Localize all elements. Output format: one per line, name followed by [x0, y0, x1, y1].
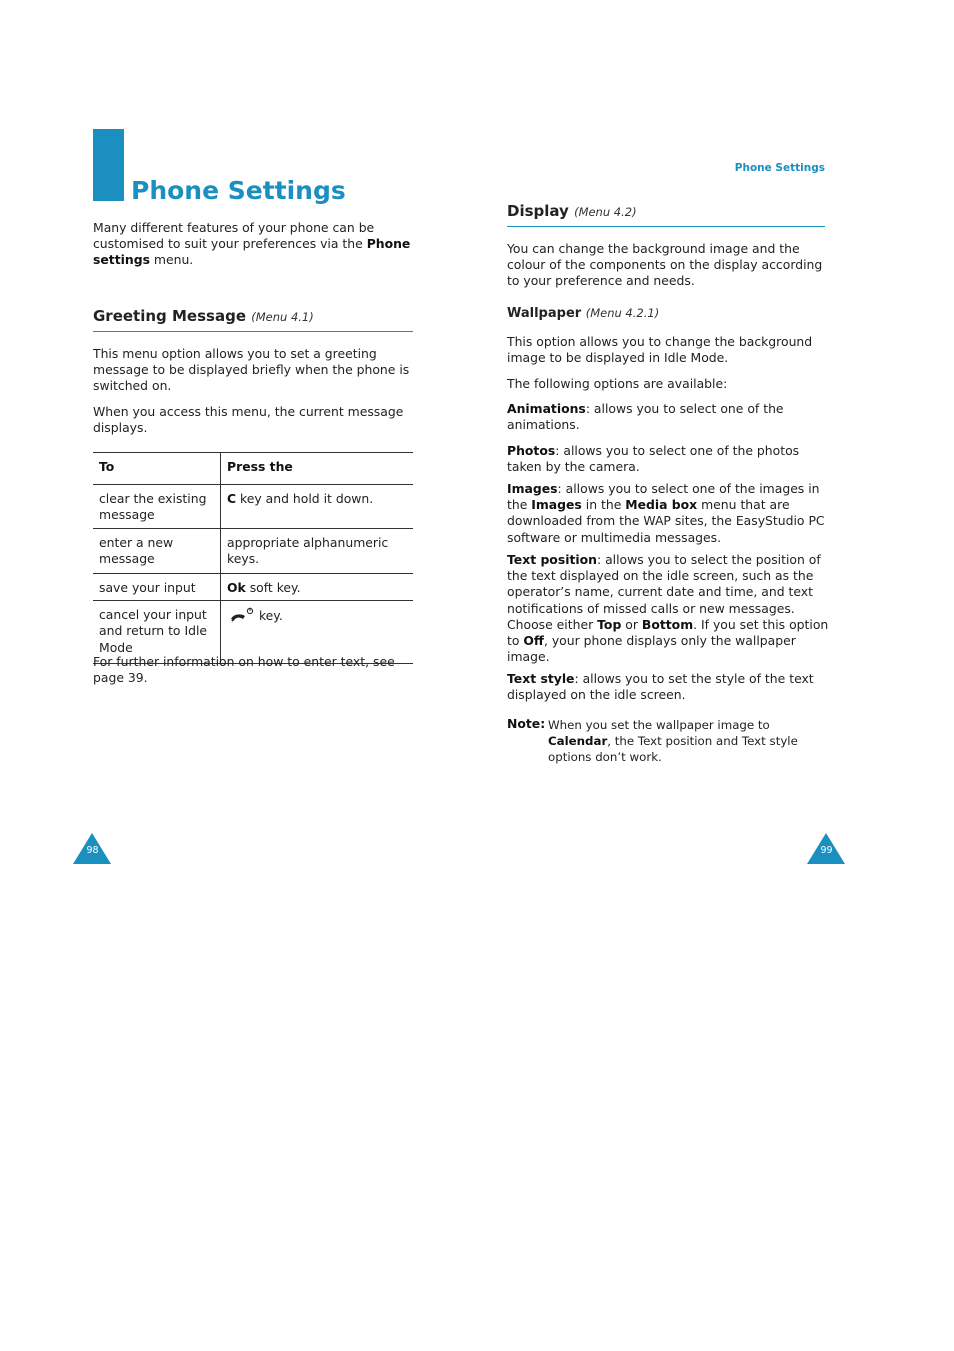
table-cell-to: enter a new message	[93, 528, 221, 573]
option-text-position: Text position: allows you to select the position of the text displayed on the idle screen, such as the operator’s name, current date and time, and text notifications of missed calls or new messages. Choose either Top or Bottom. If you set this option to Off, your phone displays only the wallpaper image.	[507, 552, 829, 665]
wallpaper-paragraph-1: This option allows you to change the background image to be displayed in Idle Mode.	[507, 334, 813, 366]
table-header-row	[93, 453, 413, 485]
table-cell-press: key.	[221, 601, 414, 664]
table-row	[93, 528, 413, 573]
greeting-paragraph-2: When you access this menu, the current message displays.	[93, 404, 404, 436]
running-header: Phone Settings	[734, 162, 825, 174]
option-images: Images: allows you to select one of the images in the Images in the Media box menu that are downloaded from the WAP sites, the EasyStudio PC software or multimedia messages.	[507, 481, 825, 545]
intro-paragraph: Many different features of your phone can be customised to suit your preferences via the Phone settings menu.	[93, 220, 411, 268]
table-cell-press: appropriate alphanumeric keys.	[221, 528, 414, 573]
page-number-left: 98	[86, 845, 99, 856]
table-cell-to: cancel your input and return to Idle Mode	[93, 601, 221, 664]
further-info-paragraph: For further information on how to enter text, see page 39.	[93, 654, 395, 686]
wallpaper-heading: Wallpaper (Menu 4.2.1)	[507, 306, 660, 321]
table-header-to: To	[93, 453, 221, 485]
note-label: Note:	[507, 716, 546, 731]
table-row	[93, 574, 413, 601]
note-text: When you set the wallpaper image to Calendar, the Text position and Text style options don’t work.	[548, 718, 798, 764]
wallpaper-paragraph-2: The following options are available:	[507, 376, 728, 391]
chapter-marker-bar	[93, 129, 124, 201]
greeting-paragraph-1: This menu option allows you to set a greeting message to be displayed briefly when the phone is switched on.	[93, 346, 410, 394]
option-animations: Animations: allows you to select one of the animations.	[507, 401, 784, 433]
table-cell-to: clear the existing message	[93, 485, 221, 528]
greeting-message-heading: Greeting Message (Menu 4.1)	[93, 306, 413, 332]
table-cell-to: save your input	[93, 574, 221, 601]
display-paragraph: You can change the background image and the colour of the components on the display according to your preference and needs.	[507, 241, 823, 289]
option-photos: Photos: allows you to select one of the photos taken by the camera.	[507, 443, 800, 475]
table-header-press: Press the	[221, 453, 414, 485]
table-cell-press: C key and hold it down.	[221, 485, 414, 528]
end-call-power-key-icon	[227, 607, 255, 623]
page-number-right: 99	[820, 845, 833, 856]
display-heading: Display (Menu 4.2)	[507, 201, 825, 227]
table-row	[93, 485, 413, 528]
option-text-style: Text style: allows you to set the style of the text displayed on the idle screen.	[507, 671, 814, 703]
greeting-actions-table	[93, 452, 413, 664]
chapter-title: Phone Settings	[131, 176, 346, 205]
table-cell-press: Ok soft key.	[221, 574, 414, 601]
